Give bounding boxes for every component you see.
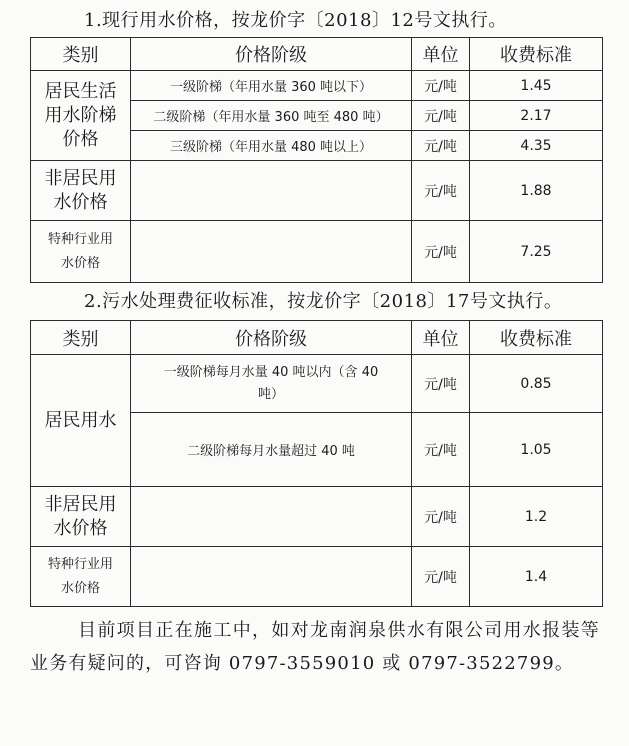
unit-cell: 元/吨 [412, 161, 470, 221]
tier-cell-empty [131, 487, 412, 547]
unit-cell: 元/吨 [412, 71, 470, 101]
unit-cell: 元/吨 [412, 487, 470, 547]
tier-cell: 三级阶梯（年用水量 480 吨以上） [131, 131, 412, 161]
tier-cell-empty [131, 547, 412, 607]
table-header-row [31, 321, 603, 355]
fee-cell: 0.85 [470, 355, 603, 413]
category-non-residential: 非居民用 水价格 [31, 161, 131, 221]
header-category: 类别 [31, 38, 131, 71]
fee-cell: 1.2 [470, 487, 603, 547]
tier-cell: 一级阶梯每月水量 40 吨以内（含 40 吨） [131, 355, 412, 413]
fee-cell: 2.17 [470, 101, 603, 131]
unit-cell: 元/吨 [412, 101, 470, 131]
fee-cell: 1.45 [470, 71, 603, 101]
category-non-residential: 非居民用 水价格 [31, 487, 131, 547]
header-fee: 收费标准 [470, 321, 603, 355]
header-tier: 价格阶级 [131, 321, 412, 355]
water-price-table [30, 37, 603, 283]
fee-cell: 1.4 [470, 547, 603, 607]
unit-cell: 元/吨 [412, 221, 470, 283]
fee-cell: 7.25 [470, 221, 603, 283]
category-residential: 居民生活 用水阶梯 价格 [31, 71, 131, 161]
contact-paragraph: 目前项目正在施工中，如对龙南润泉供水有限公司用水报装等业务有疑问的，可咨询 0797-3559010 或 0797-3522799。 [30, 620, 600, 674]
unit-cell: 元/吨 [412, 413, 470, 487]
table-row [31, 487, 603, 547]
tier-cell: 二级阶梯（年用水量 360 吨至 480 吨） [131, 101, 412, 131]
header-unit: 单位 [412, 321, 470, 355]
section1-heading: 1.现行用水价格，按龙价字〔2018〕12号文执行。 [84, 10, 507, 31]
category-residential: 居民用水 [31, 355, 131, 487]
table-row [31, 71, 603, 101]
table-header-row [31, 38, 603, 71]
category-special: 特种行业用 水价格 [31, 221, 131, 283]
fee-cell: 1.05 [470, 413, 603, 487]
tier-cell-empty [131, 161, 412, 221]
table-row [31, 161, 603, 221]
section2-heading: 2.污水处理费征收标准，按龙价字〔2018〕17号文执行。 [84, 291, 563, 312]
table-row [31, 547, 603, 607]
tier-cell: 一级阶梯（年用水量 360 吨以下） [131, 71, 412, 101]
unit-cell: 元/吨 [412, 547, 470, 607]
header-tier: 价格阶级 [131, 38, 412, 71]
sewage-fee-table [30, 320, 603, 607]
fee-cell: 1.88 [470, 161, 603, 221]
table-row [31, 355, 603, 413]
header-category: 类别 [31, 321, 131, 355]
unit-cell: 元/吨 [412, 355, 470, 413]
unit-cell: 元/吨 [412, 131, 470, 161]
header-unit: 单位 [412, 38, 470, 71]
header-fee: 收费标准 [470, 38, 603, 71]
tier-cell-empty [131, 221, 412, 283]
category-special: 特种行业用 水价格 [31, 547, 131, 607]
fee-cell: 4.35 [470, 131, 603, 161]
table-row [31, 221, 603, 283]
tier-cell: 二级阶梯每月水量超过 40 吨 [131, 413, 412, 487]
